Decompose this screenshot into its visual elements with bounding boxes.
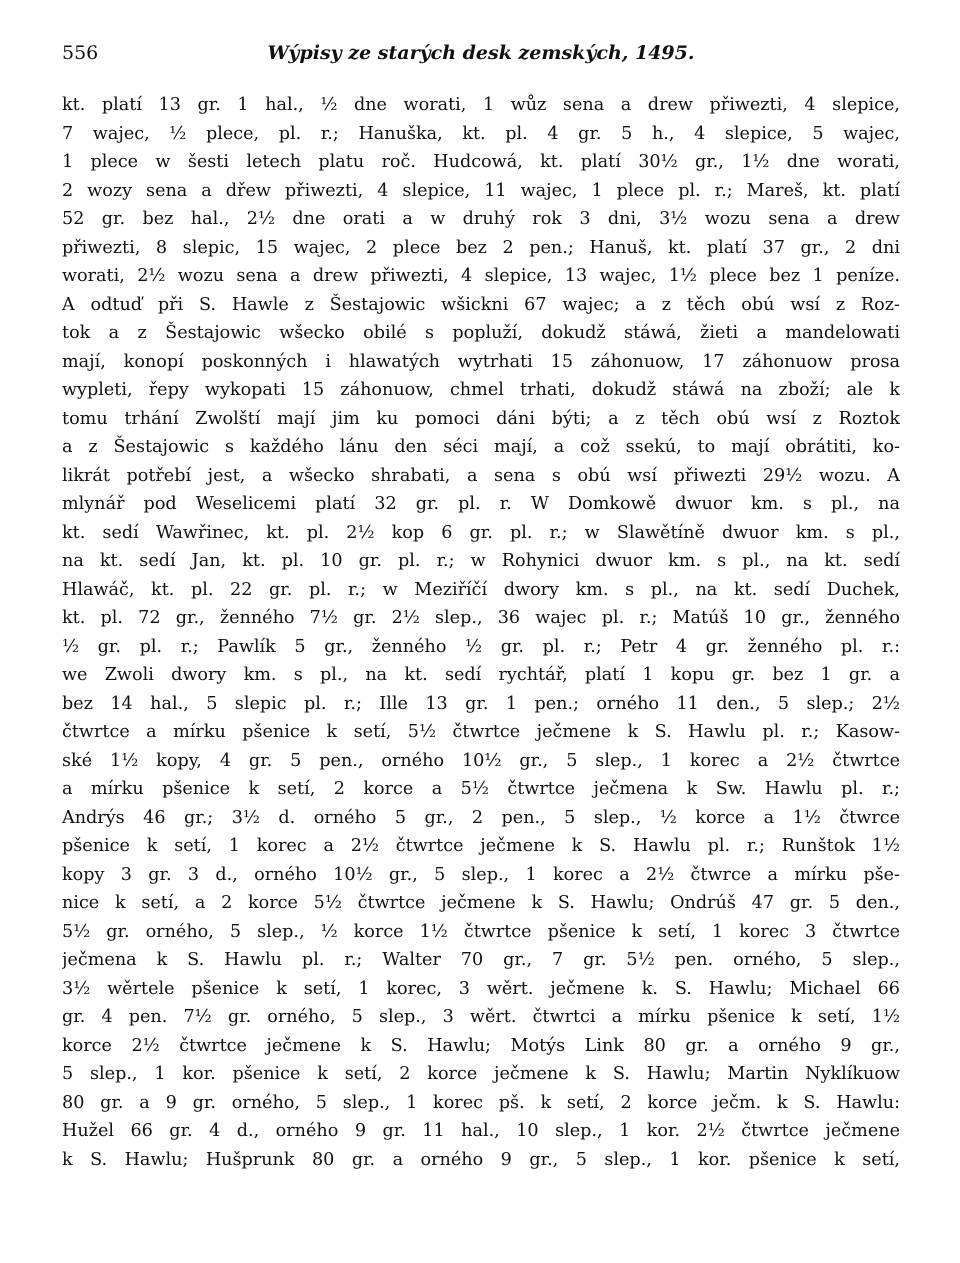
text-line: mají, konopí poskonných i hlawatých wytrhati 15 záhonuow, 17 záhonuow prosa bbox=[62, 351, 900, 372]
text-line: tok a z Šestajowic wšecko obilé s popluží, dokudž stáwá, žieti a mandelowati bbox=[62, 323, 900, 343]
text-line: k S. Hawlu; Hušprunk 80 gr. a orného 9 gr., 5 slep., 1 kor. pšenice k setí, bbox=[62, 1149, 900, 1170]
text-line: wypleti, řepy wykopati 15 záhonuow, chmel trhati, dokudž stáwá na zboží; ale k bbox=[62, 380, 900, 400]
text-line: kt. platí 13 gr. 1 hal., ½ dne worati, 1 wůz sena a drew přiwezti, 4 slepice, bbox=[62, 95, 900, 115]
body-text bbox=[62, 91, 900, 1174]
text-line: Hužel 66 gr. 4 d., orného 9 gr. 11 hal., 10 slep., 1 kor. 2½ čtwrtce ječmene bbox=[62, 1121, 900, 1141]
text-line: gr. 4 pen. 7½ gr. orného, 5 slep., 3 wěrt. čtwrtci a mírku pšenice k setí, 1½ bbox=[62, 1007, 900, 1027]
text-line: 52 gr. bez hal., 2½ dne orati a w druhý rok 3 dni, 3½ wozu sena a drew bbox=[62, 209, 900, 229]
page-number: 556 bbox=[62, 42, 99, 64]
page-header bbox=[62, 42, 900, 74]
text-line: ½ gr. pl. r.; Pawlík 5 gr., ženného ½ gr. pl. r.; Petr 4 gr. ženného pl. r.: bbox=[62, 636, 900, 657]
text-line: worati, 2½ wozu sena a drew přiwezti, 4 slepice, 13 wajec, 1½ plece bez 1 peníze. bbox=[62, 266, 900, 286]
text-line: na kt. sedí Jan, kt. pl. 10 gr. pl. r.; w Rohynici dwuor km. s pl., na kt. sedí bbox=[62, 551, 900, 571]
text-line: a mírku pšenice k setí, 2 korce a 5½ čtwrtce ječmena k Sw. Hawlu pl. r.; bbox=[62, 779, 900, 799]
text-line: 7 wajec, ½ plece, pl. r.; Hanuška, kt. pl. 4 gr. 5 h., 4 slepice, 5 wajec, bbox=[62, 123, 900, 144]
text-line: ječmena k S. Hawlu pl. r.; Walter 70 gr., 7 gr. 5½ pen. orného, 5 slep., bbox=[62, 950, 900, 970]
running-head: Wýpisy ze starých desk zemských, 1495. bbox=[267, 42, 695, 64]
text-line: 1 plece w šesti letech platu roč. Hudcowá, kt. platí 30½ gr., 1½ dne worati, bbox=[62, 152, 900, 172]
text-line: ské 1½ kopy, 4 gr. 5 pen., orného 10½ gr., 5 slep., 1 korec a 2½ čtwrtce bbox=[62, 750, 900, 771]
text-line: a z Šestajowic s každého lánu den séci mají, a což ssekú, to mají obrátiti, ko- bbox=[62, 437, 900, 457]
text-line: 5 slep., 1 kor. pšenice k setí, 2 korce ječmene k S. Hawlu; Martin Nyklíkuow bbox=[62, 1064, 900, 1084]
text-line: kt. sedí Wawřinec, kt. pl. 2½ kop 6 gr. pl. r.; w Slawětíně dwuor km. s pl., bbox=[62, 522, 900, 543]
text-line: mlynář pod Weselicemi platí 32 gr. pl. r. W Domkowě dwuor km. s pl., na bbox=[62, 494, 900, 514]
text-line: Andrýs 46 gr.; 3½ d. orného 5 gr., 2 pen., 5 slep., ½ korce a 1½ čtwrce bbox=[62, 807, 900, 828]
text-line: likrát potřebí jest, a wšecko shrabati, a sena s obú wsí přiwezti 29½ wozu. A bbox=[62, 465, 900, 486]
text-line: kt. pl. 72 gr., ženného 7½ gr. 2½ slep., 36 wajec pl. r.; Matúš 10 gr., ženného bbox=[62, 608, 900, 628]
text-line: kopy 3 gr. 3 d., orného 10½ gr., 5 slep., 1 korec a 2½ čtwrce a mírku pše- bbox=[62, 864, 900, 885]
text-line: 80 gr. a 9 gr. orného, 5 slep., 1 korec pš. k setí, 2 korce ječm. k S. Hawlu: bbox=[62, 1092, 900, 1113]
text-line: nice k setí, a 2 korce 5½ čtwrtce ječmene k S. Hawlu; Ondrúš 47 gr. 5 den., bbox=[62, 893, 900, 913]
text-line: korce 2½ čtwrtce ječmene k S. Hawlu; Motýs Link 80 gr. a orného 9 gr., bbox=[62, 1035, 900, 1056]
text-line: pšenice k setí, 1 korec a 2½ čtwrtce ječmene k S. Hawlu pl. r.; Runštok 1½ bbox=[62, 836, 900, 856]
text-line: 2 wozy sena a dřew přiwezti, 4 slepice, 11 wajec, 1 plece pl. r.; Mareš, kt. platí bbox=[62, 180, 900, 201]
text-line: přiwezti, 8 slepic, 15 wajec, 2 plece bez 2 pen.; Hanuš, kt. platí 37 gr., 2 dni bbox=[62, 237, 900, 258]
text-line: 5½ gr. orného, 5 slep., ½ korce 1½ čtwrtce pšenice k setí, 1 korec 3 čtwrtce bbox=[62, 921, 900, 942]
text-line: Hlawáč, kt. pl. 22 gr. pl. r.; w Meziříčí dwory km. s pl., na kt. sedí Duchek, bbox=[62, 579, 900, 600]
text-line: A odtuď při S. Hawle z Šestajowic wšickni 67 wajec; a z těch obú wsí z Roz- bbox=[62, 294, 900, 315]
text-line: we Zwoli dwory km. s pl., na kt. sedí rychtář, platí 1 kopu gr. bez 1 gr. a bbox=[62, 665, 900, 685]
text-line: bez 14 hal., 5 slepic pl. r.; Ille 13 gr. 1 pen.; orného 11 den., 5 slep.; 2½ bbox=[62, 693, 900, 714]
text-line: 3½ wěrtele pšenice k setí, 1 korec, 3 wěrt. ječmene k. S. Hawlu; Michael 66 bbox=[62, 978, 900, 999]
text-line: čtwrtce a mírku pšenice k setí, 5½ čtwrtce ječmene k S. Hawlu pl. r.; Kasow- bbox=[62, 722, 900, 742]
text-line: tomu trhání Zwolští mají jim ku pomoci dáni býti; a z těch obú wsí z Roztok bbox=[62, 408, 900, 429]
